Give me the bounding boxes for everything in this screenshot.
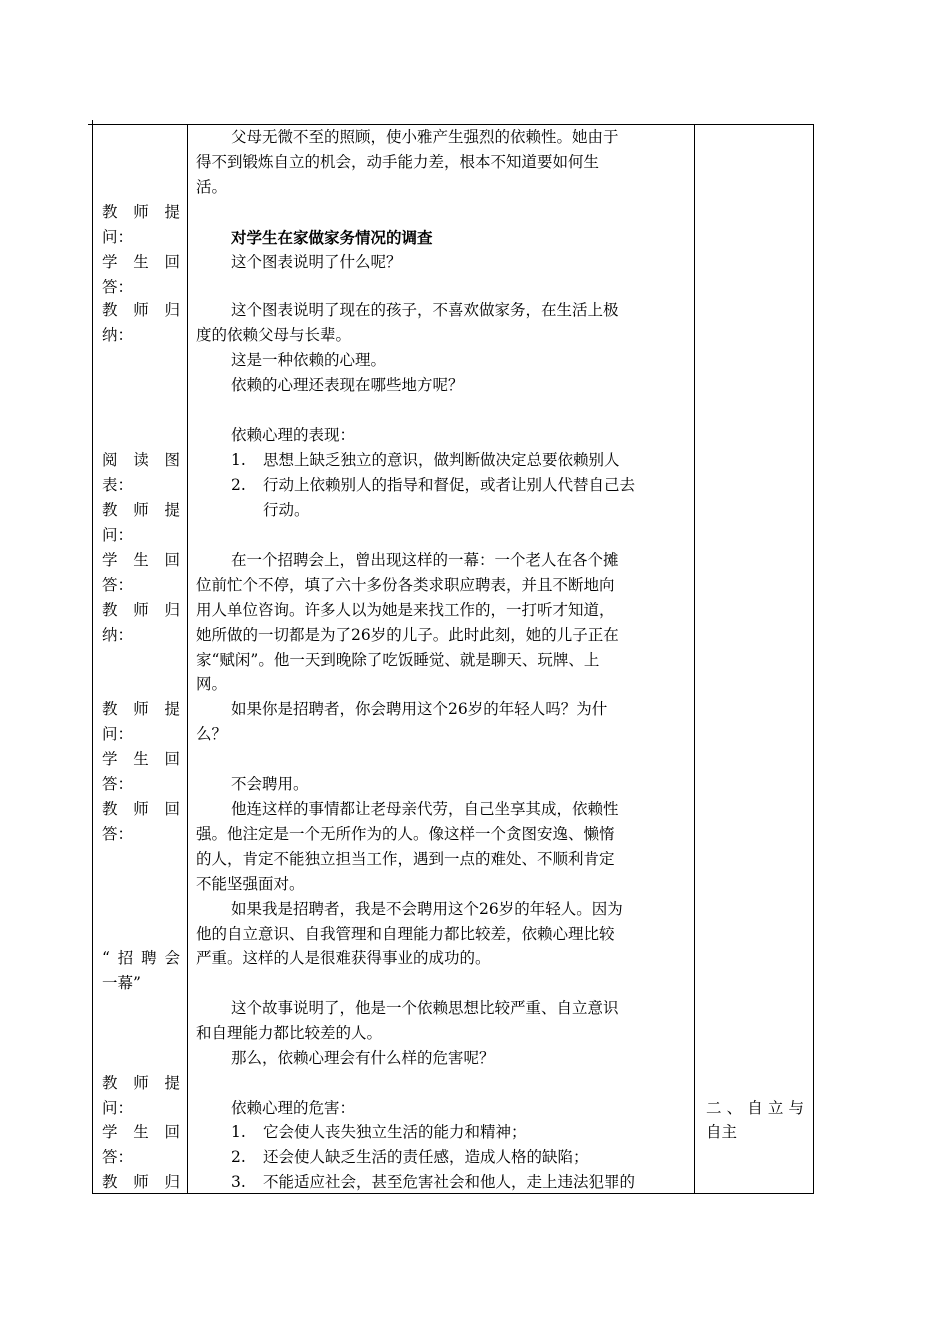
activity-label: 答： bbox=[102, 775, 134, 793]
paragraph-line: 这个图表说明了现在的孩子，不喜欢做家务，在生活上极 bbox=[231, 301, 619, 319]
paragraph-line: 他连这样的事情都让老母亲代劳，自己坐享其成，依赖性 bbox=[231, 800, 619, 818]
paragraph-line: 在一个招聘会上，曾出现这样的一幕：一个老人在各个摊 bbox=[231, 551, 619, 569]
list-number: 3. bbox=[231, 1173, 246, 1191]
list-item: 它会使人丧失独立生活的能力和精神； bbox=[263, 1123, 527, 1141]
activity-label: 学 生 回 bbox=[102, 551, 180, 569]
list-number: 2. bbox=[231, 1148, 246, 1166]
outline-heading: 自主 bbox=[706, 1123, 738, 1141]
paragraph-line: 的人，肯定不能独立担当工作，遇到一点的难处、不顺利肯定 bbox=[196, 850, 615, 868]
activity-label: 教 师 归 bbox=[102, 1173, 180, 1191]
paragraph-line: 不会聘用。 bbox=[231, 775, 309, 793]
activity-label: 答： bbox=[102, 576, 134, 594]
activity-label: 问： bbox=[102, 725, 134, 743]
activity-label: 纳： bbox=[102, 626, 134, 644]
activity-label: 阅 读 图 bbox=[102, 451, 180, 469]
activity-label: 问： bbox=[102, 1099, 134, 1117]
list-item: 还会使人缺乏生活的责任感，造成人格的缺陷； bbox=[263, 1148, 589, 1166]
paragraph-line: 网。 bbox=[196, 675, 228, 693]
activity-label: 答： bbox=[102, 825, 134, 843]
paragraph-line: 不能坚强面对。 bbox=[196, 875, 305, 893]
activity-label: 问： bbox=[102, 228, 134, 246]
activity-label: 答： bbox=[102, 278, 134, 296]
activity-label: 学 生 回 bbox=[102, 750, 180, 768]
activity-label: “招聘会 bbox=[102, 949, 180, 967]
activity-label: 教 师 归 bbox=[102, 301, 180, 319]
activity-label: 教 师 归 bbox=[102, 601, 180, 619]
paragraph-line: 得不到锻炼自立的机会，动手能力差，根本不知道要如何生 bbox=[196, 153, 600, 171]
paragraph-line: 她所做的一切都是为了26岁的儿子。此时此刻，她的儿子正在 bbox=[196, 626, 619, 644]
paragraph-line: 父母无微不至的照顾，使小雅产生强烈的依赖性。她由于 bbox=[231, 128, 619, 146]
paragraph-line: 用人单位咨询。许多人以为她是来找工作的，一打听才知道， bbox=[196, 601, 615, 619]
paragraph-line: 如果你是招聘者，你会聘用这个26岁的年轻人吗？为什 bbox=[231, 700, 608, 718]
paragraph-line: 这个图表说明了什么呢？ bbox=[231, 253, 402, 271]
paragraph-line: 位前忙个不停，填了六十多份各类求职应聘表，并且不断地向 bbox=[196, 576, 615, 594]
list-item: 行动上依赖别人的指导和督促，或者让别人代替自己去 bbox=[263, 476, 636, 494]
list-item: 不能适应社会，甚至危害社会和他人，走上违法犯罪的 bbox=[263, 1173, 636, 1191]
activity-label: 答： bbox=[102, 1148, 134, 1166]
paragraph-line: 强。他注定是一个无所作为的人。像这样一个贪图安逸、懒惰 bbox=[196, 825, 615, 843]
paragraph-line: 他的自立意识、自我管理和自理能力都比较差，依赖心理比较 bbox=[196, 925, 615, 943]
column-divider bbox=[187, 125, 188, 1193]
activity-label: 教 师 提 bbox=[102, 700, 180, 718]
activity-label: 学 生 回 bbox=[102, 253, 180, 271]
list-number: 1. bbox=[231, 1123, 246, 1141]
activity-label: 问： bbox=[102, 526, 134, 544]
activity-label: 教 师 提 bbox=[102, 203, 180, 221]
paragraph-line: 依赖心理的危害： bbox=[231, 1099, 356, 1117]
activity-label: 一幕” bbox=[102, 974, 141, 992]
paragraph-line: 这个故事说明了，他是一个依赖思想比较严重、自立意识 bbox=[231, 999, 619, 1017]
activity-label: 表： bbox=[102, 476, 134, 494]
list-number: 2. bbox=[231, 476, 246, 494]
activity-label: 学 生 回 bbox=[102, 1123, 180, 1141]
list-number: 1. bbox=[231, 451, 246, 469]
paragraph-line: 和自理能力都比较差的人。 bbox=[196, 1024, 383, 1042]
paragraph-line: 依赖的心理还表现在哪些地方呢？ bbox=[231, 376, 464, 394]
paragraph-line: 这是一种依赖的心理。 bbox=[231, 351, 387, 369]
paragraph-line: 么？ bbox=[196, 725, 228, 743]
activity-label: 教 师 提 bbox=[102, 501, 180, 519]
outline-heading: 二、自立与 bbox=[706, 1099, 804, 1117]
column-divider bbox=[694, 125, 695, 1193]
paragraph-line: 严重。这样的人是很难获得事业的成功的。 bbox=[196, 949, 491, 967]
paragraph-line: 那么，依赖心理会有什么样的危害呢？ bbox=[231, 1049, 495, 1067]
list-item: 行动。 bbox=[263, 501, 310, 519]
paragraph-line: 活。 bbox=[196, 178, 228, 196]
activity-label: 教 师 回 bbox=[102, 800, 180, 818]
activity-label: 纳： bbox=[102, 326, 134, 344]
paragraph-line: 家“赋闲”。他一天到晚除了吃饭睡觉、就是聊天、玩牌、上 bbox=[196, 651, 600, 669]
section-heading: 对学生在家做家务情况的调查 bbox=[231, 228, 433, 247]
activity-label: 教 师 提 bbox=[102, 1074, 180, 1092]
list-item: 思想上缺乏独立的意识，做判断做决定总要依赖别人 bbox=[263, 451, 620, 469]
paragraph-line: 如果我是招聘者，我是不会聘用这个26岁的年轻人。因为 bbox=[231, 900, 623, 918]
paragraph-line: 依赖心理的表现： bbox=[231, 426, 356, 444]
paragraph-line: 度的依赖父母与长辈。 bbox=[196, 326, 352, 344]
